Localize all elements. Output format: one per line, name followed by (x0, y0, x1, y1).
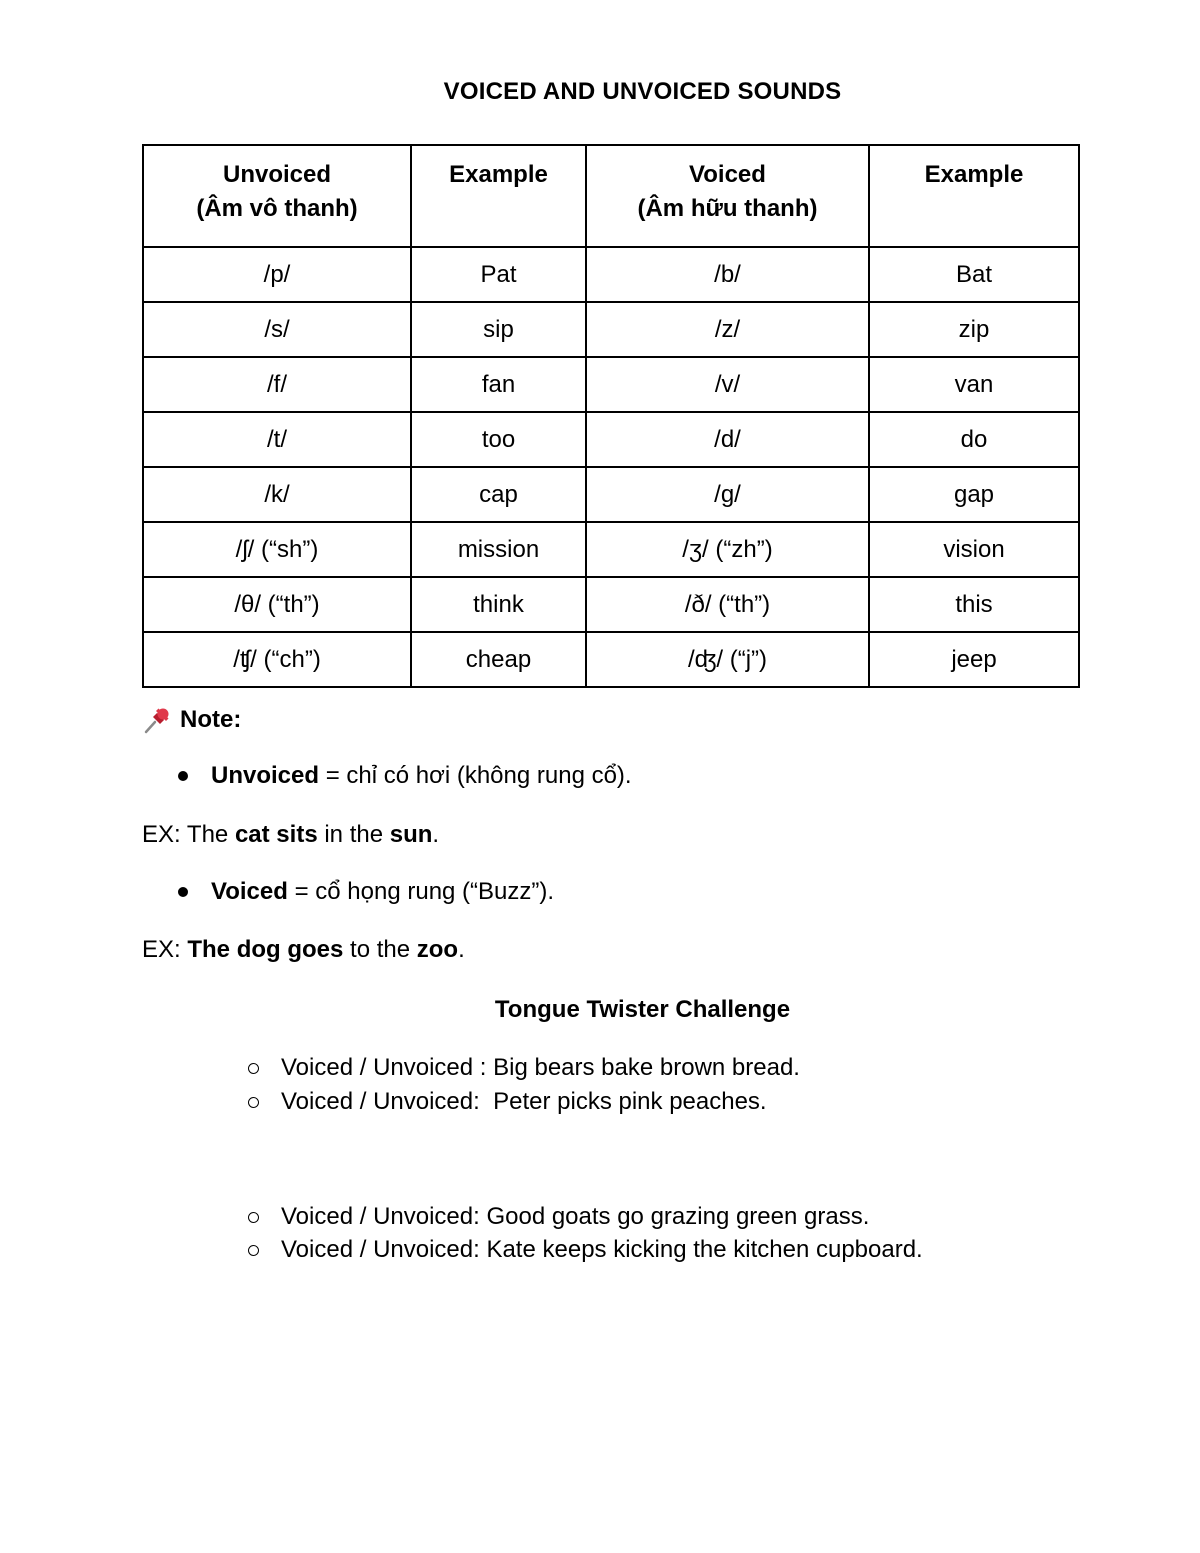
note-label: Note: (180, 706, 242, 733)
bullet-icon (178, 887, 188, 897)
unvoiced-example-sentence: EX: The cat sits in the sun. (142, 821, 440, 848)
unvoiced-example: too (411, 412, 586, 467)
unvoiced-example: fan (411, 357, 586, 412)
voiced-sound: /ʤ/ (“j”) (586, 632, 869, 687)
page-title: VOICED AND UNVOICED SOUNDS (443, 78, 842, 105)
table-row (143, 302, 1079, 357)
table-row (143, 247, 1079, 302)
voiced-sound: /z/ (586, 302, 869, 357)
voiced-sound: /d/ (586, 412, 869, 467)
unvoiced-sound: /ʧ/ (“ch”) (143, 632, 411, 687)
header-unvoiced: Unvoiced (Âm vô thanh) (143, 145, 411, 247)
header-example-voiced: Example (869, 145, 1079, 247)
voiced-example: vision (869, 522, 1079, 577)
unvoiced-sound: /f/ (143, 357, 411, 412)
unvoiced-term: Unvoiced (211, 762, 320, 789)
voiced-example: van (869, 357, 1079, 412)
table-header-row (143, 145, 1079, 247)
bullet-icon (178, 771, 188, 781)
voiced-example-sentence: EX: The dog goes to the zoo. (142, 936, 465, 963)
hollow-bullet-icon (248, 1212, 259, 1223)
header-example-unvoiced: Example (411, 145, 586, 247)
list-item: Voiced / Unvoiced: Kate keeps kicking the kitchen cupboard. (248, 1236, 923, 1264)
voiced-sound: /g/ (586, 467, 869, 522)
table-row (143, 577, 1079, 632)
table-row (143, 412, 1079, 467)
hollow-bullet-icon (248, 1063, 259, 1074)
unvoiced-example: cheap (411, 632, 586, 687)
hollow-bullet-icon (248, 1097, 259, 1108)
unvoiced-sound: /t/ (143, 412, 411, 467)
voiced-sound: /v/ (586, 357, 869, 412)
unvoiced-sound: /ʃ/ (“sh”) (143, 522, 411, 577)
unvoiced-example: sip (411, 302, 586, 357)
voiced-example: zip (869, 302, 1079, 357)
unvoiced-example: mission (411, 522, 586, 577)
unvoiced-definition (178, 762, 632, 790)
voiced-example: gap (869, 467, 1079, 522)
voiced-term: Voiced (211, 878, 288, 905)
voiced-definition (178, 878, 554, 906)
pushpin-icon (142, 705, 172, 735)
voiced-example: do (869, 412, 1079, 467)
unvoiced-definition-text: = chỉ có hơi (không rung cổ). (319, 762, 632, 789)
sounds-table (142, 144, 1080, 688)
voiced-sound: /b/ (586, 247, 869, 302)
table-row (143, 357, 1079, 412)
voiced-example: jeep (869, 632, 1079, 687)
unvoiced-example: Pat (411, 247, 586, 302)
unvoiced-example: cap (411, 467, 586, 522)
voiced-sound: /ʒ/ (“zh”) (586, 522, 869, 577)
unvoiced-sound: /p/ (143, 247, 411, 302)
table-row (143, 467, 1079, 522)
tongue-twister-title: Tongue Twister Challenge (494, 996, 791, 1023)
unvoiced-sound: /θ/ (“th”) (143, 577, 411, 632)
voiced-sound: /ð/ (“th”) (586, 577, 869, 632)
list-item: Voiced / Unvoiced : Big bears bake brown bread. (248, 1054, 800, 1082)
list-item: Voiced / Unvoiced: Good goats go grazing green grass. (248, 1203, 869, 1231)
table-row (143, 522, 1079, 577)
hollow-bullet-icon (248, 1245, 259, 1256)
table-row (143, 632, 1079, 687)
unvoiced-sound: /s/ (143, 302, 411, 357)
header-voiced: Voiced (Âm hữu thanh) (586, 145, 869, 247)
unvoiced-sound: /k/ (143, 467, 411, 522)
voiced-definition-text: = cổ họng rung (“Buzz”). (287, 878, 555, 905)
note-heading (142, 705, 241, 735)
voiced-example: Bat (869, 247, 1079, 302)
voiced-example: this (869, 577, 1079, 632)
list-item: Voiced / Unvoiced: Peter picks pink peaches. (248, 1088, 767, 1116)
unvoiced-example: think (411, 577, 586, 632)
